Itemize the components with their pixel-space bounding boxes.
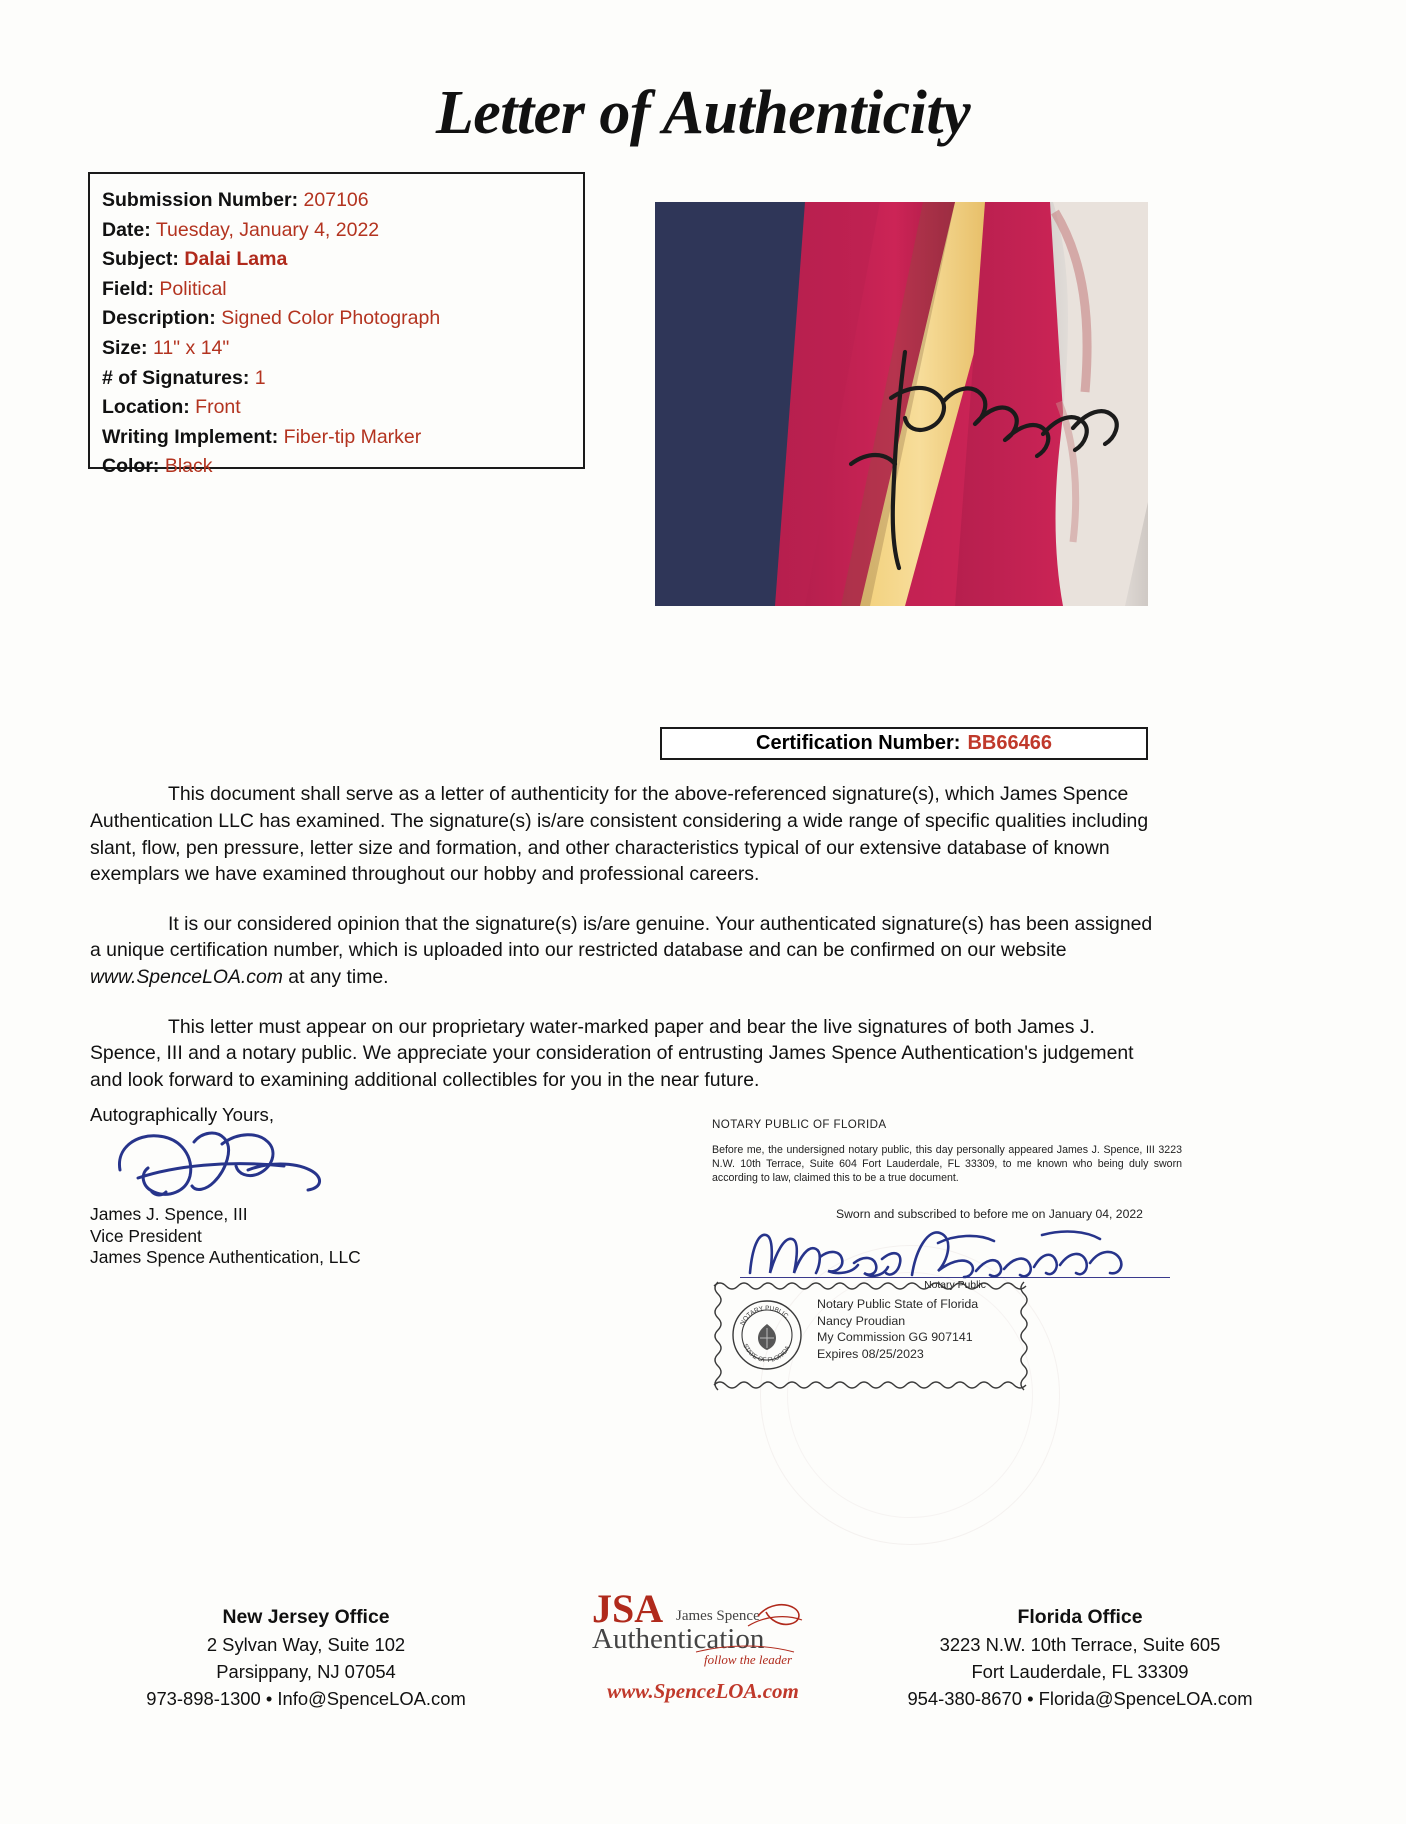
info-row — [102, 423, 583, 453]
info-value: Political — [159, 277, 227, 300]
notary-heading: NOTARY PUBLIC OF FLORIDA — [712, 1118, 887, 1131]
submission-info-box — [88, 172, 585, 478]
info-label: Subject: — [102, 248, 179, 271]
jsa-logo — [588, 1586, 818, 1675]
info-row — [102, 452, 583, 482]
notary-stamp — [712, 1278, 1030, 1393]
info-label: Description: — [102, 307, 216, 330]
stamp-line-4: Expires 08/25/2023 — [817, 1346, 924, 1361]
jsa-website-url[interactable]: www.SpenceLOA.com — [607, 1679, 799, 1703]
james-spence-signature — [98, 1126, 510, 1204]
info-row — [102, 393, 583, 423]
notary-seal-icon — [730, 1298, 804, 1372]
signatory-title: Vice President — [90, 1225, 202, 1246]
body-paragraph-2 — [90, 911, 1155, 991]
nj-office-address-1: 2 Sylvan Way, Suite 102 — [206, 1634, 406, 1655]
page-title: Letter of Authenticity — [435, 79, 971, 147]
letter-body — [90, 762, 1155, 1116]
body-paragraph-3: This letter must appear on our proprietary water-marked paper and bear the live signatures of both James J. Spence, III and a notary public. We appreciate your consideration of entrusting James Spence Authentication's judgement and look forward to examining additional collectibles for you in the near future. — [90, 1015, 1134, 1091]
info-label: Size: — [102, 336, 148, 359]
stamp-line-2: Nancy Proudian — [817, 1313, 906, 1328]
stamp-line-1: Notary Public State of Florida — [817, 1297, 979, 1311]
signatory-company: James Spence Authentication, LLC — [90, 1247, 361, 1267]
notary-stamp-text — [817, 1296, 978, 1362]
james-spence-wordmark: James Spence — [676, 1608, 760, 1624]
info-value: Black — [164, 455, 213, 478]
info-label: Submission Number: — [102, 189, 299, 211]
info-label: Date: — [102, 218, 151, 241]
website-url-inline: www.SpenceLOA.com — [90, 965, 283, 988]
info-label: Field: — [102, 277, 154, 300]
notary-signature-ink — [742, 1223, 1162, 1281]
fl-office-address-2: Fort Lauderdale, FL 33309 — [971, 1661, 1189, 1682]
signatory-block — [90, 1104, 510, 1269]
florida-office-block — [850, 1604, 1310, 1712]
info-label: Location: — [102, 396, 190, 419]
info-value: Tuesday, January 4, 2022 — [155, 218, 380, 241]
signature-salutation: Autographically Yours, — [90, 1104, 274, 1125]
info-label: Writing Implement: — [102, 425, 279, 448]
logo-tagline: follow the leader — [704, 1652, 793, 1667]
signatory-details — [90, 1204, 510, 1269]
nj-office-address-2: Parsippany, NJ 07054 — [216, 1661, 396, 1682]
authentication-wordmark: Authentication — [592, 1623, 765, 1655]
photo-artwork — [655, 202, 1148, 606]
body-paragraph-1: This document shall serve as a letter of authenticity for the above-referenced signature(s), which James Spence Authentication LLC has examined. The signature(s) is/are consistent considering a wide range of specific qualities including slant, flow, pen pressure, letter size and formation, and other characteristics typical of our extensive database of known exemplars we have examined throughout our hobby and professional careers. — [90, 783, 1149, 886]
jsa-initials: JSA — [592, 1586, 664, 1631]
info-row — [102, 245, 583, 275]
info-value: 11" x 14" — [152, 336, 230, 359]
certification-number-bar — [660, 727, 1148, 760]
signature-ink — [98, 1126, 358, 1202]
nj-office-contact[interactable]: 973-898-1300 • Info@SpenceLOA.com — [146, 1688, 466, 1709]
info-value: 1 — [254, 366, 266, 389]
signed-item-photograph — [655, 202, 1148, 606]
sworn-subscribed-line: Sworn and subscribed to before me on January 04, 2022 — [836, 1207, 1143, 1221]
info-value: Front — [195, 396, 241, 419]
info-row — [102, 364, 583, 394]
info-label: # of Signatures: — [102, 366, 250, 389]
info-value: Fiber-tip Marker — [283, 425, 422, 448]
jsa-logo-block — [553, 1586, 853, 1704]
info-row — [102, 186, 583, 216]
certification-label: Certification Number: — [756, 732, 961, 754]
paragraph-2-text-before: It is our considered opinion that the signature(s) is/are genuine. Your authenticated signature(s) has been assigned a unique certification number, which is uploaded into our restricted database and can be confirmed on our website — [90, 912, 1153, 962]
info-value: Signed Color Photograph — [221, 307, 441, 330]
info-row — [102, 275, 583, 305]
fl-office-heading: Florida Office — [1017, 1606, 1143, 1628]
fl-office-address-1: 3223 N.W. 10th Terrace, Suite 605 — [939, 1634, 1221, 1655]
notary-public-label: Notary Public — [924, 1280, 986, 1291]
info-row — [102, 334, 583, 364]
info-label: Color: — [102, 455, 160, 478]
jsa-logo-icon — [588, 1586, 818, 1670]
stamp-line-3: My Commission GG 907141 — [817, 1330, 973, 1345]
notary-block — [712, 1118, 1192, 1291]
signatory-name: James J. Spence, III — [90, 1204, 248, 1224]
notary-paragraph: Before me, the undersigned notary public, this day personally appeared James J. Spence, III 3223 N.W. 10th Terrace, Suite 604 Fort Lauderdale, FL 33309, to me known who being duly sworn according to law, claimed this to be a true document. — [712, 1144, 1182, 1184]
svg-text:STATE OF FLORIDA: STATE OF FLORIDA — [741, 1342, 792, 1365]
info-row — [102, 216, 583, 246]
fl-office-contact[interactable]: 954-380-8670 • Florida@SpenceLOA.com — [907, 1688, 1253, 1709]
paragraph-2-text-after: at any time. — [282, 965, 389, 988]
certification-number: BB66466 — [967, 732, 1052, 754]
new-jersey-office-block — [96, 1604, 516, 1712]
nj-office-heading: New Jersey Office — [222, 1606, 390, 1628]
info-value: 207106 — [303, 189, 369, 211]
info-value: Dalai Lama — [184, 248, 288, 271]
svg-text:NOTARY PUBLIC: NOTARY PUBLIC — [739, 1304, 790, 1327]
info-row — [102, 304, 583, 334]
notary-signature — [742, 1223, 1192, 1281]
